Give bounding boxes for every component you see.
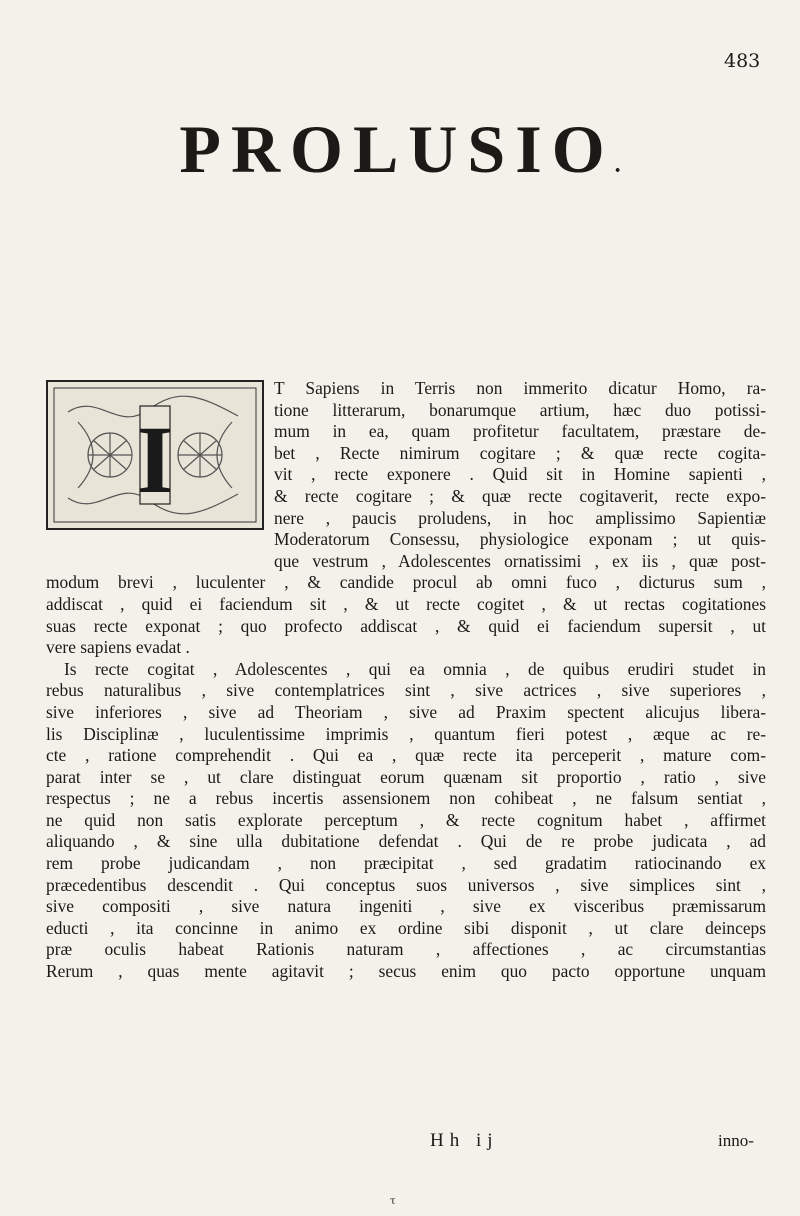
text-line: Rerum , quas mente agitavit ; secus enim quo pacto opportune unquam: [46, 961, 766, 982]
title-mark: .: [614, 152, 621, 178]
text-line: aliquando , & sine ulla dubitatione defendat . Qui de re probe judicata , ad: [46, 831, 766, 852]
text-line: sive compositi , sive natura ingeniti , sive ex visceribus præmissarum: [46, 896, 766, 917]
text-line: T Sapiens in Terris non immerito dicatur Homo, ra-: [274, 378, 766, 398]
title-text: PROLUSIO: [179, 111, 615, 187]
text-line: rebus naturalibus , sive contemplatrices sint , sive actrices , sive superiores ,: [46, 680, 766, 701]
signature-mark: Hh ij: [430, 1130, 499, 1151]
text-line: sive inferiores , sive ad Theoriam , sive ad Praxim spectent alicujus libera-: [46, 701, 766, 722]
text-line: educti , ita concinne in animo ex ordine sibi disponit , ut clare deinceps: [46, 917, 766, 938]
text-line: mum in ea, quam profitetur facultatem, præstare de-: [274, 421, 766, 442]
text-line: vere sapiens evadat .: [46, 637, 190, 658]
text-line: ne quid non satis explorate perceptum , & recte cognitum habet , affirmet: [46, 809, 766, 830]
text-line: rem probe judicandam , non præcipitat , sed gradatim ratiocinando ex: [46, 853, 766, 874]
text-line: & recte cogitare ; & quæ recte cogitaverit, recte expo-: [274, 485, 766, 506]
page-number: 483: [724, 50, 761, 72]
text-line: que vestrum , Adolescentes ornatissimi , ex iis , quæ post-: [274, 550, 766, 571]
page-title: [0, 110, 800, 189]
text-line: modum brevi , luculenter , & candide procul ab omni fuco , dicturus sum ,: [46, 572, 766, 593]
text-line: bet , Recte nimirum cogitare ; & quæ recte cogita-: [274, 442, 766, 463]
text-line: cte , ratione comprehendit . Qui ea , quæ recte ita perceperit , mature com-: [46, 745, 766, 766]
text-line: Is recte cogitat , Adolescentes , qui ea omnia , de quibus erudiri studet in: [64, 658, 766, 679]
catchword: inno-: [718, 1131, 754, 1150]
text-line: vit , recte exponere . Quid sit in Homine sapienti ,: [274, 464, 766, 485]
text-line: Moderatorum Consessu, physiologice exponam ; ut quis-: [274, 529, 766, 550]
text-line: addiscat , quid ei faciendum sit , & ut recte cogitet , & ut rectas cogitationes: [46, 593, 766, 614]
text-line: tione litterarum, bonarumque artium, hæc duo potissi-: [274, 399, 766, 420]
text-line: parat inter se , ut clare distinguat eorum quænam sit proportio , ratio , sive: [46, 766, 766, 787]
text-line: respectus ; ne a rebus incertis assensionem non cohibeat , ne falsum sentiat ,: [46, 788, 766, 809]
text-line: præcedentibus descendit . Qui conceptus suos universos , sive simplices sint ,: [46, 874, 766, 895]
text-line: præ oculis habeat Rationis naturam , affectiones , ac circumstantias: [46, 939, 766, 960]
text-line: nere , paucis proludens, in hoc amplissimo Sapientiæ: [274, 507, 766, 528]
text-line: suas recte exponat ; quo profecto addiscat , & quid ei faciendum supersit , ut: [46, 615, 766, 636]
printer-mark: τ: [390, 1196, 396, 1207]
initial-letter: I: [136, 406, 174, 513]
text-line: lis Disciplinæ , luculentissime imprimis , quantum fieri potest , æque ac re-: [46, 723, 766, 744]
body-text: [46, 378, 766, 983]
